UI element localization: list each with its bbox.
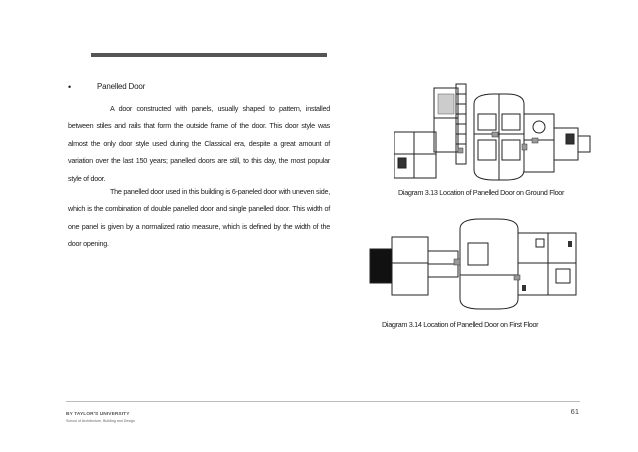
footer-school: School of Architecture, Building and Design (66, 419, 135, 423)
paragraph-text: The panelled door used in this building is 6-paneled door with uneven side, which is the combination of double panelled door and single panelled door. This width of one panel is given by a normalized ratio measure, which is defined by the width of the door opening. (68, 187, 330, 249)
first-floor-plan-diagram (368, 215, 582, 313)
paragraph-description (68, 183, 330, 253)
page-number: 61 (570, 407, 579, 416)
ground-floor-plan-diagram (394, 74, 594, 184)
paragraph-definition (68, 100, 330, 187)
figure-caption: Diagram 3.14 Location of Panelled Door on First Floor (382, 320, 539, 329)
footer-institution: BY TAYLOR'S UNIVERSITY (66, 412, 130, 417)
paragraph-text: A door constructed with panels, usually shaped to pattern, installed between stiles and rails that form the outside frame of the door. This door style was almost the only door style used during the Classical era, despite a great amount of variation over the last 150 years; panelled doors are still, to this day, the most popular style of door. (68, 104, 330, 183)
figure-caption: Diagram 3.13 Location of Panelled Door on Ground Floor (398, 188, 565, 197)
bullet-icon: • (68, 82, 72, 92)
header-rule (91, 53, 327, 57)
footer-rule (66, 401, 580, 402)
section-heading: Panelled Door (97, 82, 146, 91)
